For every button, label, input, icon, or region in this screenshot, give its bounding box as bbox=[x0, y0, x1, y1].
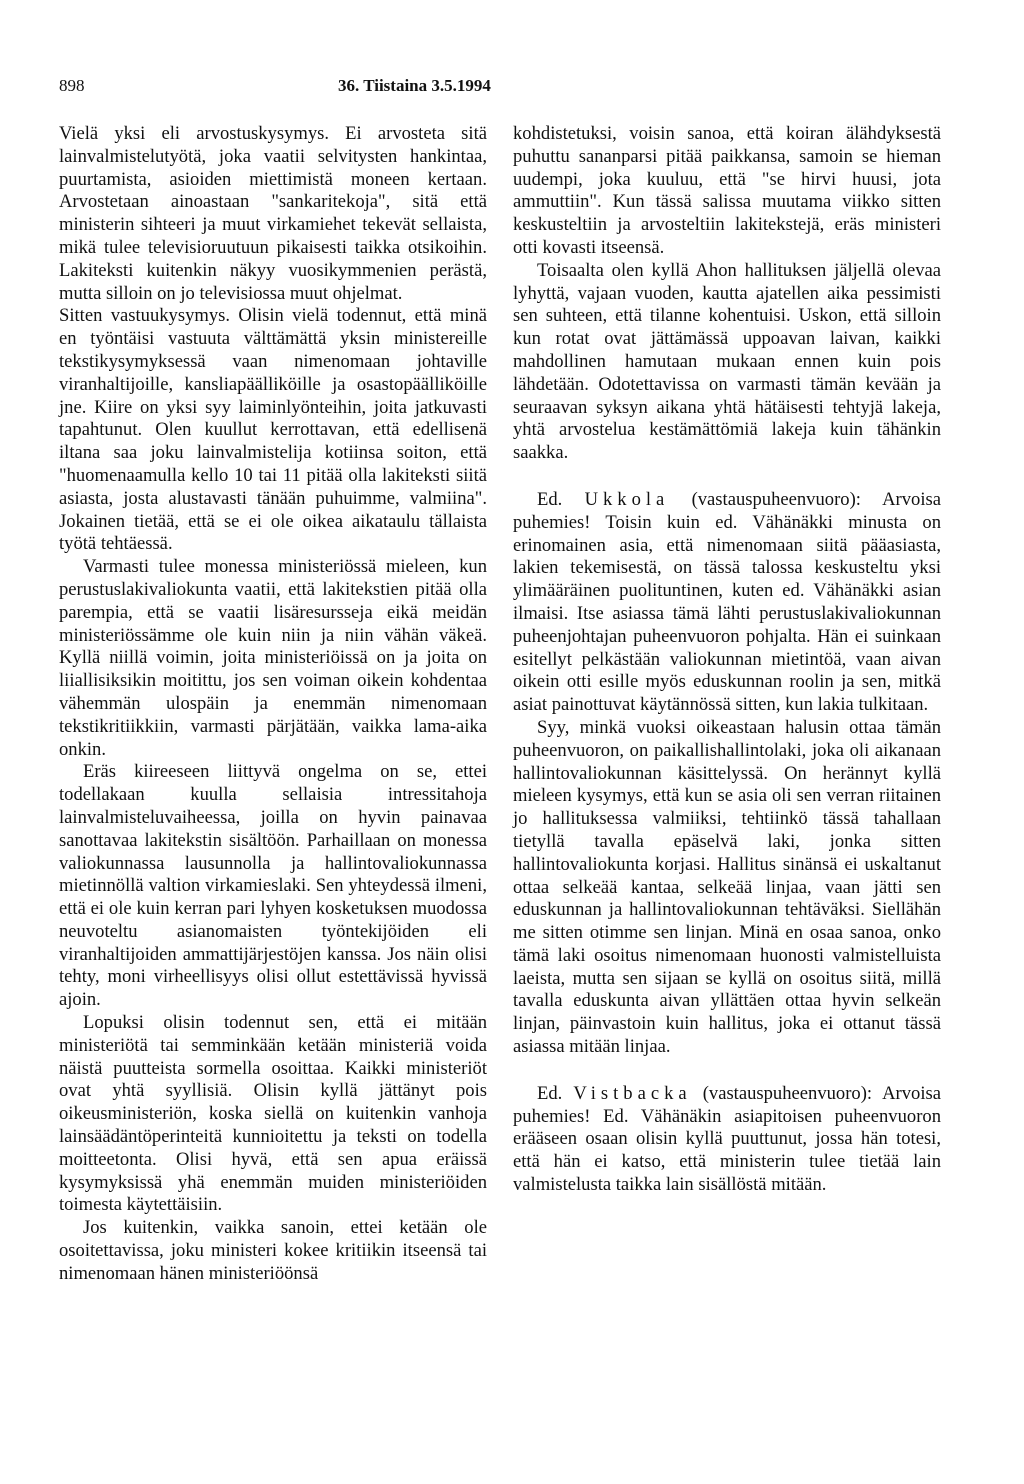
speech-text: (vastauspuheenvuoro): Arvoisa puhemies! Toisin kuin ed. Vähänäkki minusta on erinomainen asia, että nimenomaan siitä pääasiasta, lakien tekemisestä, on tässä talossa keskusteltu yksi ylimääräinen puolituntinen, kuten ed. Vähänäkki asian ilmaisi. Itse asiassa tämä lähti perustuslakivaliokunnan puheenjohtajan puheenvuoron pohjalta. Hän ei suinkaan esitellyt pelkästään valiokunnan mietintöä, vaan aivan oikein otti esille myös eduskunnan roolin ja sen, mitkä asiat painottuvat käytännössä sitten, kun lakia tulkitaan. bbox=[513, 488, 942, 716]
paragraph: Vielä yksi eli arvostuskysymys. Ei arvosteta sitä lainvalmistelutyötä, joka vaatii selvitysten hankintaa, puurtamista, asioiden miettimistä moneen kertaan. Arvostetaan ainoastaan "sankaritekoja", sitä että ministerin sihteeri ja muut virkamiehet tekevät sellaista, mikä tulee televisioruutuun pikaisesti taikka otsikoihin. Lakiteksti kuitenkin näkyy vuosikymmenien perästä, mutta silloin on jo televisiossa muut ohjelmat. bbox=[59, 123, 487, 304]
paragraph: Toisaalta olen kyllä Ahon hallituksen jäljellä olevaa lyhyttä, vajaan vuoden, kautta ajatellen aika pessimisti sen suhteen, että tilanne kohentuisi. Uskon, että silloin kun rotat ovat jättämässä uppoavan laivan, kaikki mahdollinen hamutaan mukaan ennen kuin pois lähdetään. Odotettavissa on varmasti tämän kevään ja seuraavan syksyn aikana yhtä hätäisesti tehtyjä lakeja, yhtä arvostelua kestämättömiä lakeja kuin tähänkin saakka. bbox=[513, 259, 941, 464]
speaker-name: Vistbacka bbox=[573, 1082, 692, 1104]
speaker-prefix: Ed. bbox=[537, 1082, 563, 1104]
paragraph: Lopuksi olisin todennut sen, että ei mitään ministeriötä tai semminkään ketään ministeriä voida näistä puutteista sormella osoittaa. Kaikki ministeriöt ovat yhtä syyllisiä. Olisin kyllä jättänyt pois oikeusministeriön, koska siellä on kuitenkin vanhoja lainsäädäntöperinteitä kunnioitettu ja teksti on todella moitteetonta. Olisi hyvä, että sen apua eräissä kysymyksissä yhä enemmän muiden ministeriöiden toimesta käytettäisiin. bbox=[59, 1012, 487, 1216]
speech-vistbacka bbox=[513, 1083, 941, 1197]
page-number: 898 bbox=[59, 76, 85, 95]
paragraph: Eräs kiireeseen liittyvä ongelma on se, ettei todellakaan kuulla sellaisia intressitahoja lainvalmisteluvaiheessa, joilla on hyvin painavaa sanottavaa lakitekstin sisältöön. Parhaillaan on monessa valiokunnassa lausunnolla ja hallintovaliokunnassa mietinnöllä valtion virkamieslaki. Sen yhteydessä ilmeni, että ei ole kuin kerran pari lyhyen kosketuksen muodossa neuvoteltu asianomaisten työntekijöiden eli viranhaltijoiden ammattijärjestöjen kanssa. Jos näin olisi tehty, moni virheellisyys olisi ollut estettävissä hyvissä ajoin. bbox=[59, 761, 487, 1011]
running-title: 36. Tiistaina 3.5.1994 bbox=[338, 76, 491, 95]
speech-text: (vastauspuheenvuoro): Arvoisa puhemies! Ed. Vähänäkin asiapitoisen puheenvuoron erääseen osaan olisin kyllä puuttunut, jossa hän totesi, että hän ei katso, että ministerin tulee tietää lain valmistelusta taikka lain sisällöstä mitään. bbox=[513, 1082, 941, 1196]
speaker-prefix: Ed. bbox=[537, 488, 563, 510]
right-column bbox=[513, 123, 941, 1197]
left-column bbox=[59, 123, 487, 1286]
paragraph-continuation: kohdistetuksi, voisin sanoa, että koiran älähdyksestä puhuttu sananparsi pitää paikkansa, samoin se hieman uudempi, joka kuuluu, että "se hirvi huusi, jota ammuttiin". Kun tässä salissa muutama viikko sitten keskusteltiin ja arvosteltiin lakitekstejä, eräs ministeri otti kovasti itseensä. bbox=[513, 123, 941, 258]
paragraph: Sitten vastuukysymys. Olisin vielä todennut, että minä en työntäisi vastuuta välttämättä yksin ministereille tekstikysymyksessä vaan nimenomaan johtaville viranhaltijoille, kansliapäälliköille ja osastopäälliköille jne. Kiire on yksi syy laiminlyönteihin, joita jatkuvasti tapahtunut. Olen kuullut kerrottavan, että edellisenä iltana saa joku lainvalmistelija kotiinsa soiton, että "huomenaamulla kello 10 tai 11 pitää olla lakiteksti siitä asiasta, josta alustavasti tänään puhuimme, valmiina". Jokainen tietää, että se ei ole oikea aikataulu tällaista työtä tehtäessä. bbox=[59, 305, 487, 555]
speech-ukkola bbox=[513, 489, 941, 717]
paragraph: Syy, minkä vuoksi oikeastaan halusin ottaa tämän puheenvuoron, on paikallishallintolaki, joka oli aikanaan hallintovaliokunnan käsittelyssä. On herännyt kyllä mieleen kysymys, että kun se asia oli sen verran riitainen jo hallituksessa valmiiksi, tehtiinkö tässä tahallaan tietyllä tavalla epäselvä laki, jonka sitten hallintovaliokunta korjasi. Hallitus sinänsä ei uskaltanut ottaa selkeää kantaa, selkeää linjaa, vaan jätti sen eduskunnan ja hallintovaliokunnan tehtäväksi. Siellähän me sitten otimme sen linjan. Minä en osaa sanoa, onko tämä laki osoitus nimenomaan huonosti valmistelluista laeista, mutta sen sijaan se kyllä on osoitus siitä, millä tavalla eduskunta aivan yllättäen ottaa hyvin selkeän linjan, päinvastoin kuin hallitus, joka ei ottanut tässä asiassa mitään linjaa. bbox=[513, 716, 941, 1058]
page-header bbox=[0, 76, 1024, 100]
speaker-name: Ukkola bbox=[584, 488, 670, 510]
paragraph: Jos kuitenkin, vaikka sanoin, ettei ketään ole osoitettavissa, joku ministeri kokee kritiikin itseensä tai nimenomaan hänen ministeriöönsä bbox=[59, 1217, 487, 1284]
paragraph: Varmasti tulee monessa ministeriössä mieleen, kun perustuslakivaliokunta vaatii, että lakitekstien pitää olla parempia, että se vaatii lisäresursseja eikä meidän ministeriössämme ole kuin niin ja niin vähän väkeä. Kyllä niillä voimin, joita ministeriöissä on ja joita on liiallisiksikin moitittu, jos sen voiman oikein kohdentaa vähemmän ulospäin ja enemmän nimenomaan tekstikritiikkiin, varmasti pärjätään, vaikka lama-aika onkin. bbox=[59, 556, 487, 760]
